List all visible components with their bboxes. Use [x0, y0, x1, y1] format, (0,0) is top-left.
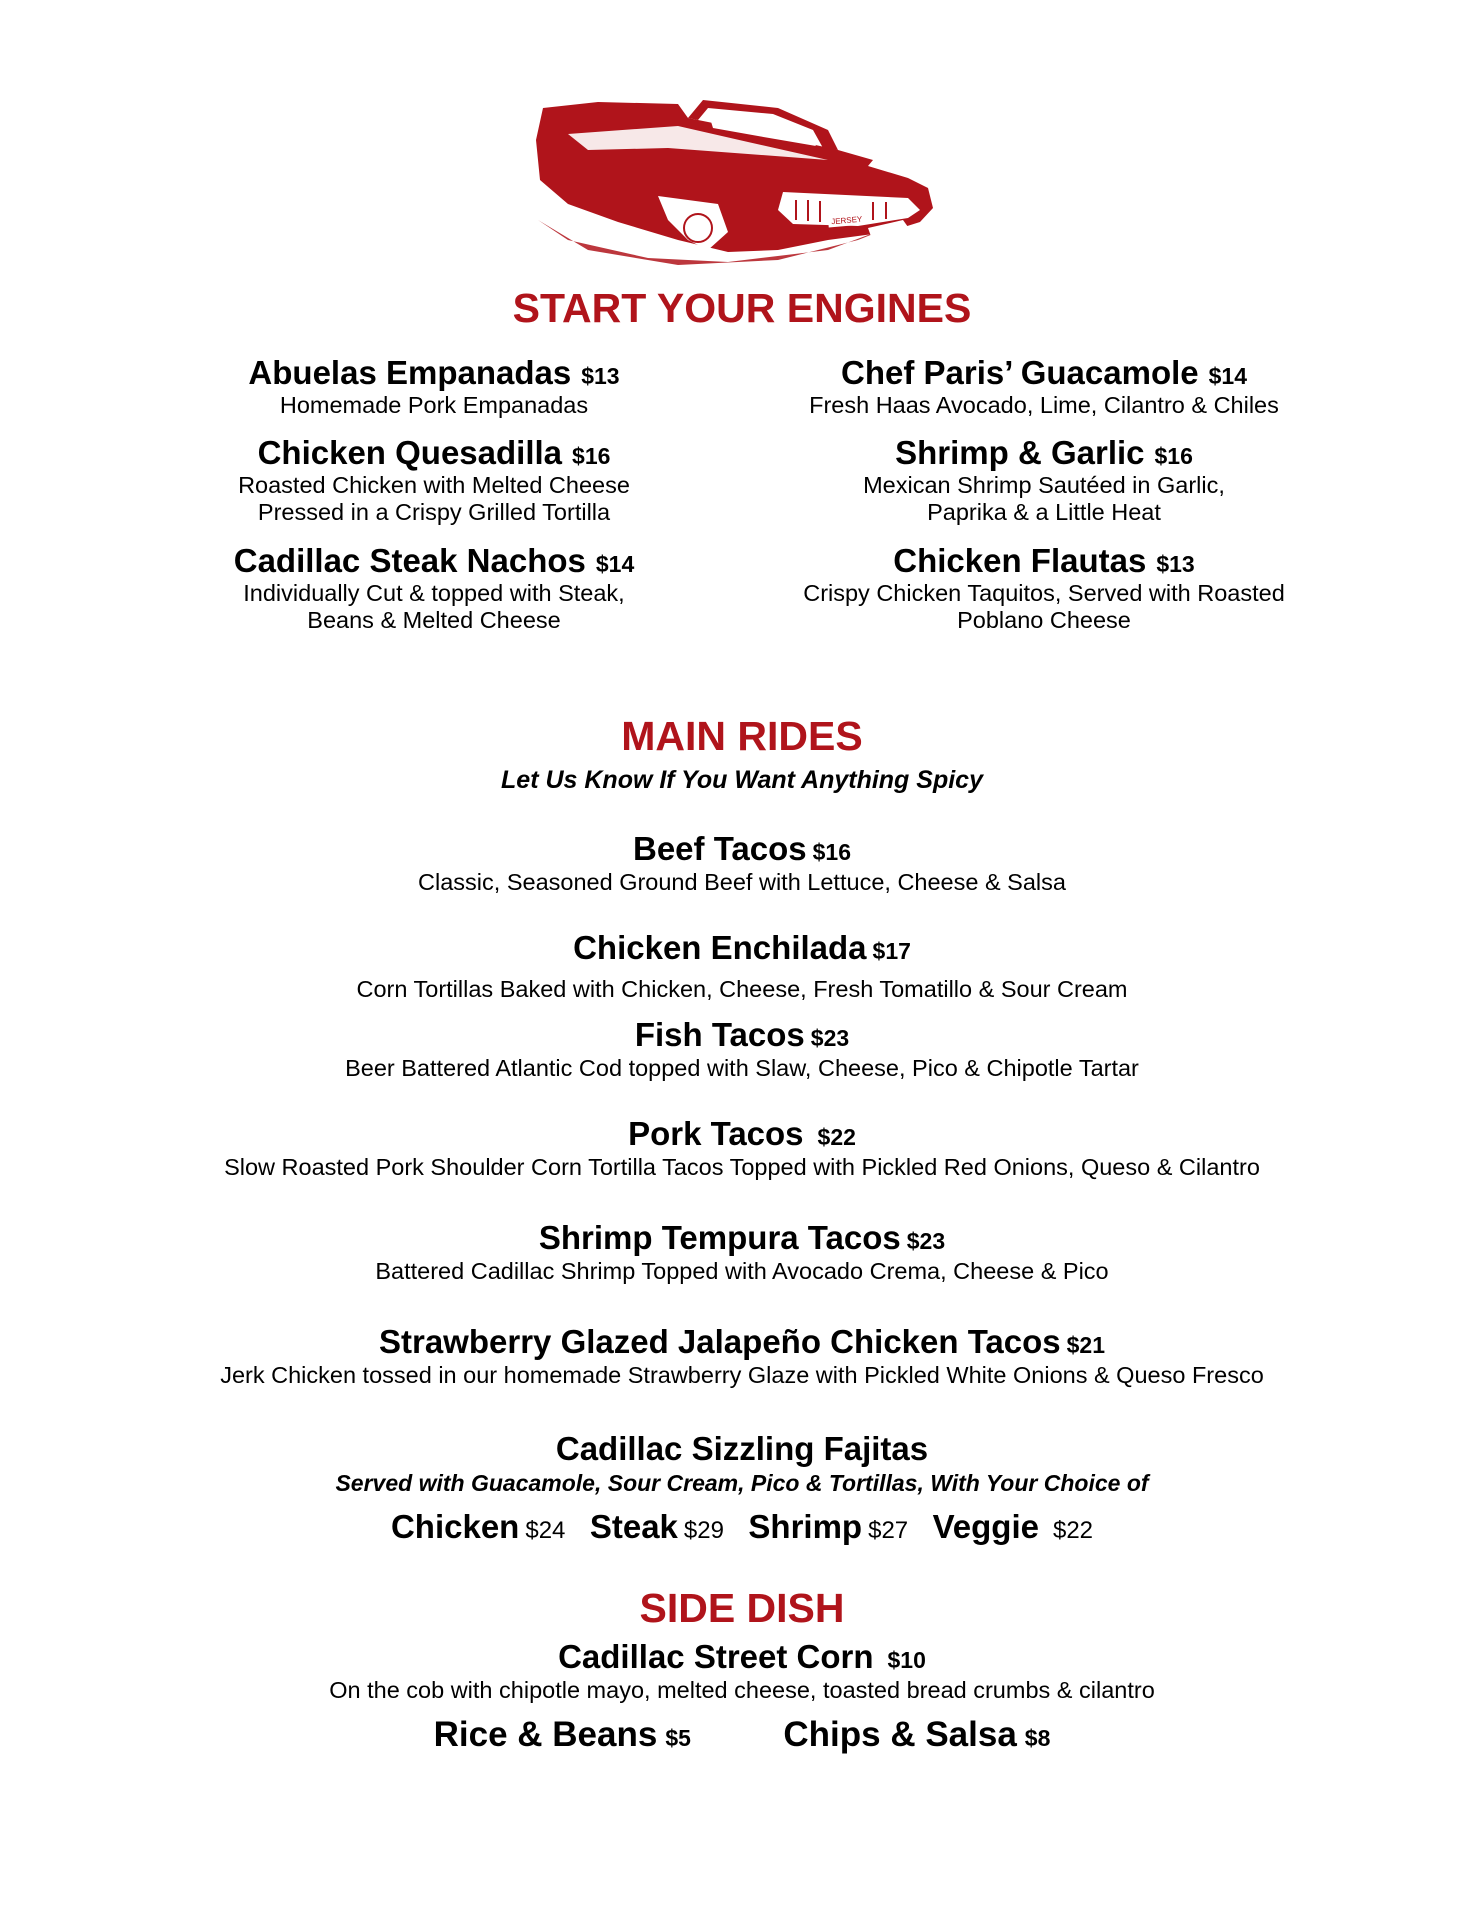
- starter-item: [724, 542, 1364, 634]
- item-price: $14: [1208, 363, 1248, 389]
- main-item: [0, 1115, 1484, 1181]
- item-desc: Crispy Chicken Taquitos, Served with Roasted: [803, 580, 1285, 606]
- item-desc: Beans & Melted Cheese: [307, 607, 561, 633]
- item-price: $23: [906, 1228, 946, 1254]
- fajita-option: [748, 1508, 908, 1546]
- item-name: Strawberry Glazed Jalapeño Chicken Tacos: [378, 1323, 1061, 1360]
- side-item: [783, 1715, 1050, 1755]
- item-price: $21: [1066, 1332, 1105, 1358]
- main-item: [0, 929, 1484, 1003]
- option-name: Veggie: [932, 1508, 1039, 1545]
- item-price: $22: [817, 1124, 856, 1150]
- item-price: $5: [665, 1725, 691, 1751]
- item-price: $13: [581, 363, 620, 389]
- option-price: $29: [683, 1517, 724, 1544]
- item-desc: Beer Battered Atlantic Cod topped with Slaw, Cheese, Pico & Chipotle Tartar: [345, 1055, 1139, 1081]
- side-item: [434, 1715, 691, 1755]
- item-price: $16: [572, 443, 611, 469]
- starter-item: [114, 542, 754, 634]
- sides-title: SIDE DISH: [639, 1585, 845, 1631]
- item-desc: Slow Roasted Pork Shoulder Corn Tortilla Tacos Topped with Pickled Red Onions, Queso & Cilantro: [224, 1154, 1260, 1180]
- fajitas-note: Served with Guacamole, Sour Cream, Pico & Tortillas, With Your Choice of: [335, 1470, 1149, 1496]
- item-desc: Poblano Cheese: [957, 607, 1131, 633]
- item-name: Rice & Beans: [433, 1715, 658, 1754]
- item-name: Shrimp Tempura Tacos: [538, 1219, 901, 1256]
- fajitas-options: [0, 1508, 1484, 1546]
- item-price: $17: [872, 938, 911, 964]
- fajita-option: [933, 1508, 1093, 1546]
- option-price: $22: [1052, 1517, 1094, 1544]
- item-name: Cadillac Street Corn: [558, 1638, 874, 1675]
- item-price: $16: [812, 839, 851, 865]
- main-item: [0, 830, 1484, 896]
- convertible-car-icon: [528, 100, 948, 270]
- option-price: $24: [525, 1517, 566, 1544]
- fajita-option: [391, 1508, 565, 1546]
- item-desc: Pressed in a Crispy Grilled Tortilla: [257, 499, 611, 525]
- item-desc: Fresh Haas Avocado, Lime, Cilantro & Chiles: [809, 392, 1279, 418]
- item-desc: Classic, Seasoned Ground Beef with Lettuce, Cheese & Salsa: [418, 869, 1066, 895]
- item-name: Chicken Quesadilla: [257, 434, 563, 471]
- item-price: $16: [1154, 443, 1193, 469]
- item-name: Shrimp & Garlic: [895, 434, 1145, 471]
- fajita-option: [590, 1508, 724, 1546]
- mains-subtitle: Let Us Know If You Want Anything Spicy: [501, 766, 983, 794]
- starter-item: [114, 434, 754, 526]
- item-name: Chef Paris’ Guacamole: [840, 354, 1199, 391]
- option-name: Chicken: [390, 1508, 520, 1545]
- item-name: Fish Tacos: [634, 1016, 805, 1053]
- item-desc: Paprika & a Little Heat: [927, 499, 1161, 525]
- item-price: $23: [810, 1025, 850, 1051]
- main-item: [0, 1323, 1484, 1389]
- item-price: $8: [1024, 1725, 1051, 1751]
- starter-item: [114, 354, 754, 419]
- starter-item: [724, 354, 1364, 419]
- item-desc: Mexican Shrimp Sautéed in Garlic,: [863, 472, 1225, 498]
- option-price: $27: [868, 1517, 909, 1544]
- item-desc: Corn Tortillas Baked with Chicken, Cheese, Fresh Tomatillo & Sour Cream: [356, 976, 1128, 1002]
- side-featured-item: [0, 1638, 1484, 1704]
- main-item: [0, 1016, 1484, 1082]
- item-desc: On the cob with chipotle mayo, melted cheese, toasted bread crumbs & cilantro: [329, 1677, 1155, 1703]
- item-desc: Homemade Pork Empanadas: [279, 392, 589, 418]
- starter-item: [724, 434, 1364, 526]
- item-desc: Battered Cadillac Shrimp Topped with Avocado Crema, Cheese & Pico: [375, 1258, 1109, 1284]
- option-name: Shrimp: [748, 1508, 863, 1545]
- item-desc: Individually Cut & topped with Steak,: [243, 580, 625, 606]
- side-items: [0, 1715, 1484, 1755]
- item-name: Chicken Flautas: [893, 542, 1147, 579]
- item-name: Cadillac Sizzling Fajitas: [555, 1430, 929, 1467]
- starters-title: START YOUR ENGINES: [512, 285, 972, 331]
- item-name: Beef Tacos: [633, 830, 807, 867]
- license-plate: JERSEY: [830, 214, 863, 227]
- item-name: Abuelas Empanadas: [248, 354, 572, 391]
- option-name: Steak: [589, 1508, 678, 1545]
- main-item: [0, 1219, 1484, 1285]
- item-name: Pork Tacos: [628, 1115, 804, 1152]
- mains-title: MAIN RIDES: [621, 713, 863, 759]
- item-price: $10: [887, 1647, 926, 1673]
- item-name: Cadillac Steak Nachos: [233, 542, 586, 579]
- item-desc: Roasted Chicken with Melted Cheese: [238, 472, 630, 498]
- item-name: Chips & Salsa: [783, 1715, 1017, 1754]
- item-name: Chicken Enchilada: [573, 929, 867, 966]
- item-desc: Jerk Chicken tossed in our homemade Strawberry Glaze with Pickled White Onions & Queso Fresco: [220, 1362, 1264, 1388]
- item-price: $13: [1156, 551, 1195, 577]
- item-price: $14: [595, 551, 635, 577]
- fajitas-item: [0, 1430, 1484, 1468]
